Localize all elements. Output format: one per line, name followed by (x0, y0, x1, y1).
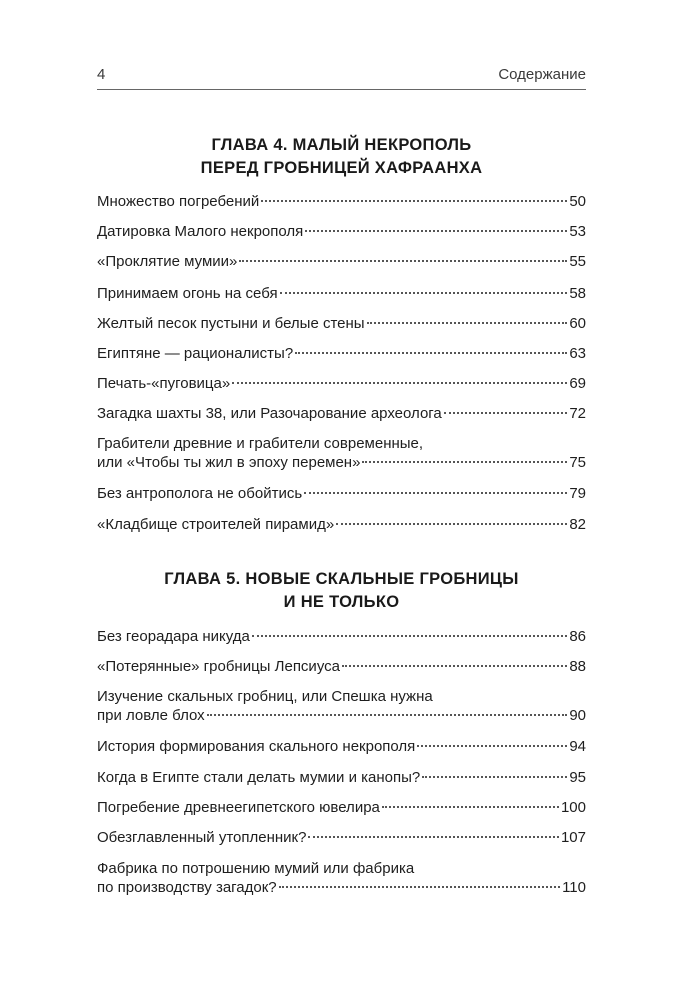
dot-leader (261, 200, 567, 202)
toc-entry-title: Загадка шахты 38, или Разочарование археолога (97, 405, 442, 422)
dot-leader (308, 836, 559, 838)
toc-page-number: 86 (569, 628, 586, 645)
toc-entry-title: при ловле блох (97, 707, 205, 724)
toc-entry[interactable] (97, 657, 586, 676)
toc-entry[interactable] (97, 404, 586, 423)
toc-entry[interactable] (97, 434, 586, 472)
chapter-5-title (97, 568, 586, 614)
toc-entry-title: «Кладбище строителей пирамид» (97, 516, 335, 533)
toc-entry-title: по производству загадок? (97, 879, 277, 896)
dot-leader (239, 260, 567, 262)
running-header (97, 66, 586, 88)
toc-page-number: 72 (569, 405, 586, 422)
toc-page-number: 100 (560, 799, 586, 816)
chapter-title-line: ГЛАВА 5. НОВЫЕ СКАЛЬНЫЕ ГРОБНИЦЫ (164, 570, 519, 588)
toc-entry-title: Печать-«пуговица» (97, 375, 231, 392)
dot-leader (232, 382, 567, 384)
dot-leader (367, 322, 568, 324)
page-number: 4 (97, 66, 106, 83)
toc-entry[interactable] (97, 627, 586, 646)
dot-leader (280, 292, 568, 294)
toc-page-number: 110 (562, 879, 586, 896)
toc-entry-title-line: Грабители древние и грабители современные, (97, 435, 424, 452)
toc-entry-title: Обезглавленный утопленник? (97, 829, 307, 846)
toc-page-number: 79 (569, 485, 586, 502)
dot-leader (304, 492, 567, 494)
toc-entry[interactable] (97, 192, 586, 211)
toc-page-number: 107 (560, 829, 586, 846)
chapter-4-title (97, 134, 586, 180)
toc-entry-title-line: Фабрика по потрошению мумий или фабрика (97, 860, 415, 877)
toc-entry[interactable] (97, 737, 586, 756)
toc-entry[interactable] (97, 859, 586, 897)
chapter-title-line: И НЕ ТОЛЬКО (283, 593, 400, 611)
dot-leader (417, 745, 567, 747)
toc-entry[interactable] (97, 798, 586, 817)
toc-entry-title: Желтый песок пустыни и белые стены (97, 315, 365, 332)
dot-leader (382, 806, 559, 808)
toc-entry-title-line: Изучение скальных гробниц, или Спешка нужна (97, 688, 433, 705)
toc-entry[interactable] (97, 828, 586, 847)
toc-entry[interactable] (97, 484, 586, 503)
dot-leader (336, 523, 567, 525)
toc-entry-title: «Потерянные» гробницы Лепсиуса (97, 658, 340, 675)
toc-entry-title: Множество погребений (97, 193, 260, 210)
toc-page-number: 60 (569, 315, 586, 332)
dot-leader (295, 352, 567, 354)
toc-page-number: 50 (569, 193, 586, 210)
toc-entry-title: Без георадара никуда (97, 628, 250, 645)
toc-entry-title: Когда в Египте стали делать мумии и канопы? (97, 769, 421, 786)
dot-leader (342, 665, 567, 667)
toc-entry[interactable] (97, 768, 586, 787)
toc-entry[interactable] (97, 687, 586, 725)
toc-page-number: 90 (569, 707, 586, 724)
dot-leader (444, 412, 568, 414)
toc-entry-title: или «Чтобы ты жил в эпоху перемен» (97, 454, 361, 471)
toc-entry[interactable] (97, 314, 586, 333)
dot-leader (422, 776, 567, 778)
chapter-title-line: ГЛАВА 4. МАЛЫЙ НЕКРОПОЛЬ (211, 136, 472, 154)
section-title: Содержание (498, 66, 586, 83)
toc-entry[interactable] (97, 344, 586, 363)
header-rule (97, 89, 586, 90)
toc-entry-title: Египтяне — рационалисты? (97, 345, 294, 362)
toc-entry-title: Погребение древнеегипетского ювелира (97, 799, 380, 816)
dot-leader (207, 714, 568, 716)
dot-leader (252, 635, 567, 637)
toc-page-number: 88 (569, 658, 586, 675)
toc-entry-title: Принимаем огонь на себя (97, 285, 278, 302)
toc-page-number: 95 (569, 769, 586, 786)
toc-entry[interactable] (97, 222, 586, 241)
toc-entry-title: История формирования скального некрополя (97, 738, 416, 755)
toc-entry-title: Без антрополога не обойтись (97, 485, 303, 502)
toc-page-number: 82 (569, 516, 586, 533)
dot-leader (305, 230, 567, 232)
dot-leader (362, 461, 567, 463)
toc-entry[interactable] (97, 252, 586, 271)
toc-page-number: 63 (569, 345, 586, 362)
toc-page-number: 75 (569, 454, 586, 471)
toc-entry[interactable] (97, 515, 586, 534)
dot-leader (279, 886, 560, 888)
toc-page-number: 53 (569, 223, 586, 240)
toc-page-number: 94 (569, 738, 586, 755)
toc-entry-title: Датировка Малого некрополя (97, 223, 304, 240)
toc-page-number: 58 (569, 285, 586, 302)
toc-entry[interactable] (97, 374, 586, 393)
toc-entry[interactable] (97, 284, 586, 303)
toc-page-number: 55 (569, 253, 586, 270)
toc-entry-title: «Проклятие мумии» (97, 253, 238, 270)
toc-page-number: 69 (569, 375, 586, 392)
chapter-title-line: ПЕРЕД ГРОБНИЦЕЙ ХАФРААНХА (200, 159, 483, 177)
